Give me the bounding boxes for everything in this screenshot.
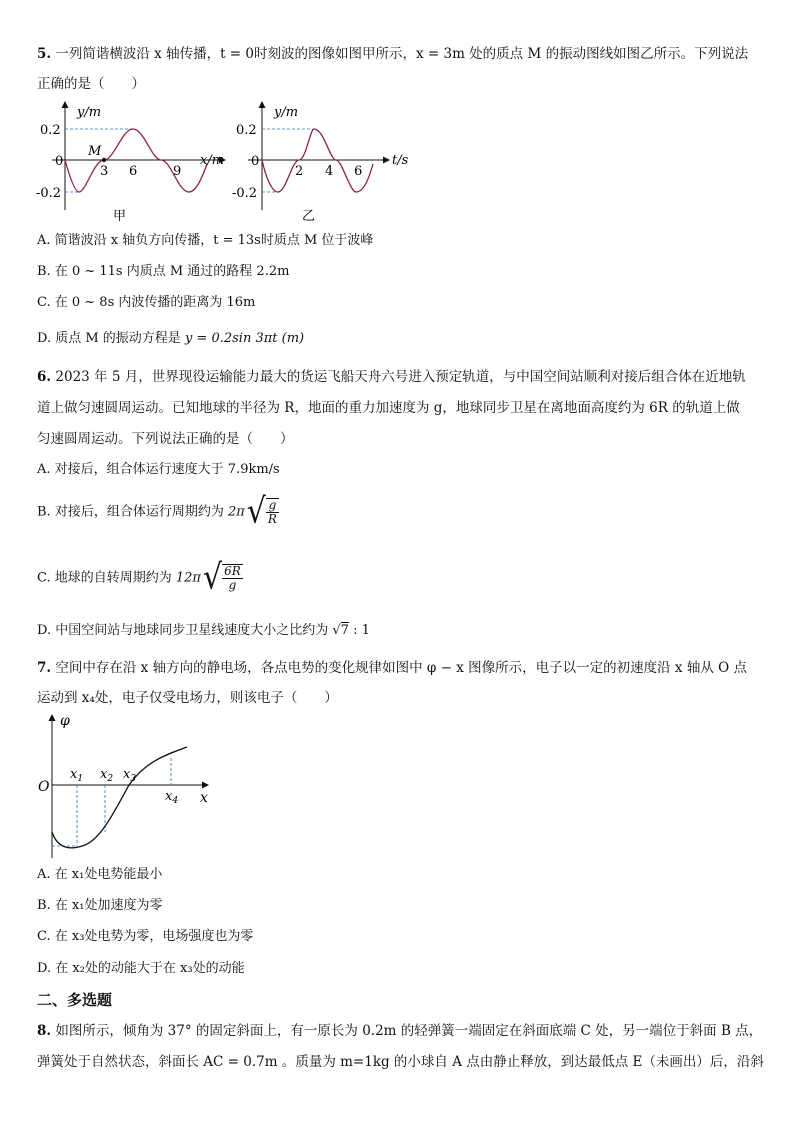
fig-phi-label: φ [60, 713, 70, 729]
fig-b-ytick-bot: -0.2 [232, 186, 258, 201]
q5-option-a[interactable]: A. 简谐波沿 x 轴负方向传播，t = 13s时质点 M 位于波峰 [37, 233, 374, 248]
q6-option-b-coef: 2π [227, 504, 245, 520]
fig-b-xtick: 2 [295, 164, 304, 179]
q5-stem-line1 [37, 45, 748, 63]
q6-number: 6. [37, 369, 52, 385]
q7-text-line1: 空间中存在沿 x 轴方向的静电场，各点电势的变化规律如图中 φ − x 图像所示，电子以一定的初速度沿 x 轴从 O 点 [55, 660, 747, 676]
q6-text-line3: 匀速圆周运动。下列说法正确的是（ ） [37, 431, 294, 447]
fig-a-caption: 甲 [113, 209, 127, 224]
q5-option-d[interactable] [37, 330, 304, 348]
q5-option-d-label: D. 质点 M 的振动方程是 [37, 331, 185, 346]
q5-text-line1: 一列简谐横波沿 x 轴传播，t = 0时刻波的图像如图甲所示，x = 3m 处的质点 M 的振动图线如图乙所示。下列说法 [55, 46, 749, 62]
q6-text-line2: 道上做匀速圆周运动。已知地球的半径为 R，地面的重力加速度为 g，地球同步卫星在离地面高度约为 6R 的轨道上做 [37, 400, 740, 416]
fig-a-origin: 0 [55, 154, 64, 169]
q6-option-b-label: B. 对接后，组合体运行周期约为 [37, 504, 228, 520]
q6-option-a[interactable]: A. 对接后，组合体运行速度大于 7.9km/s [37, 462, 280, 477]
fig-a-xtick: 6 [129, 164, 138, 179]
q6-option-c-num: 6R [224, 564, 241, 578]
fig-x1: $x_1$ [70, 767, 84, 784]
q6-option-d-suffix: : 1 [348, 623, 370, 638]
fig-b-ylabel: y/m [274, 105, 299, 120]
fig-a-ytick-bot: -0.2 [36, 186, 62, 201]
fig-b-xtick: 4 [325, 164, 334, 179]
q8-number: 8. [37, 1023, 52, 1039]
fig-b-xlabel: t/s [392, 153, 409, 168]
fig-a-point-m: M [88, 144, 102, 159]
q5-option-c[interactable]: C. 在 0 ~ 8s 内波传播的距离为 16m [37, 295, 256, 310]
q6-option-c-coef: 12π [175, 570, 201, 586]
q6-option-c[interactable]: C. 地球的自转周期约为 12π√ $\frac{6R}{g}$ [37, 557, 241, 598]
fig-b-origin: 0 [251, 154, 260, 169]
q7-number: 7. [37, 660, 52, 676]
q6-stem-line1 [37, 368, 746, 386]
q5-option-d-equation: y = 0.2sin 3πt (m) [184, 331, 305, 346]
q7-option-c[interactable]: C. 在 x₃处电势为零，电场强度也为零 [37, 929, 254, 944]
fig-x-label: x [200, 790, 208, 806]
q7-text-line2: 运动到 x₄处，电子仅受电场力，则该电子（ ） [37, 690, 338, 706]
fig-b-ytick-top: 0.2 [236, 123, 257, 138]
q5-figure-wave [30, 98, 230, 226]
q6-option-b-den: R [267, 512, 277, 526]
q5-figure-vibration [226, 98, 426, 226]
fig-a-xlabel: x/m [200, 153, 225, 168]
fig-x4: $x_4$ [165, 789, 179, 806]
q8-text-line1: 如图所示，倾角为 37° 的固定斜面上，有一原长为 0.2m 的轻弹簧一端固定在斜面底端 C 处，另一端位于斜面 B 点， [55, 1023, 763, 1039]
section-multiple-choice-title: 二、多选题 [37, 991, 113, 1009]
q6-option-c-den: g [228, 578, 237, 592]
fig-a-ytick-top: 0.2 [40, 123, 61, 138]
q6-option-d-label: D. 中国空间站与地球同步卫星线速度大小之比约为 [37, 623, 333, 638]
fig-x2: $x_2$ [100, 767, 114, 784]
q6-option-c-label: C. 地球的自转周期约为 [37, 570, 176, 586]
q7-figure-potential [30, 710, 220, 860]
q6-option-b[interactable]: B. 对接后，组合体运行周期约为 2π√ $\frac{g}{R}$ [37, 491, 277, 532]
q8-text-line2: 弹簧处于自然状态，斜面长 AC = 0.7m 。质量为 m=1kg 的小球自 A 点由静止释放，到达最低点 E（未画出）后，沿斜 [37, 1054, 764, 1070]
q6-option-d-radicand: 7 [340, 623, 349, 638]
q5-text-line2: 正确的是（ ） [37, 76, 145, 92]
fig-b-xtick: 6 [354, 164, 363, 179]
fig-a-ylabel: y/m [77, 105, 102, 120]
q7-option-b[interactable]: B. 在 x₁处加速度为零 [37, 898, 163, 913]
fig-x3: $x_3$ [123, 767, 137, 784]
q8-stem-line1 [37, 1022, 762, 1040]
q5-option-b[interactable]: B. 在 0 ~ 11s 内质点 M 通过的路程 2.2m [37, 264, 290, 279]
fig-a-xtick: 9 [173, 164, 182, 179]
q6-text-line1: 2023 年 5 月，世界现役运输能力最大的货运飞船天舟六号进入预定轨道，与中国空间站顺利对接后组合体在近地轨 [55, 369, 746, 385]
q5-number: 5. [37, 46, 52, 62]
q6-option-b-num: g [266, 499, 279, 513]
fig-a-xtick: 3 [100, 164, 109, 179]
q7-option-d[interactable]: D. 在 x₂处的动能大于在 x₃处的动能 [37, 961, 245, 976]
fig-b-caption: 乙 [302, 209, 316, 224]
q7-stem-line1 [37, 659, 747, 677]
q6-option-d[interactable]: D. 中国空间站与地球同步卫星线速度大小之比约为 √7 : 1 [37, 623, 370, 638]
fig-origin: O [38, 779, 50, 795]
q7-option-a[interactable]: A. 在 x₁处电势能最小 [37, 867, 163, 882]
